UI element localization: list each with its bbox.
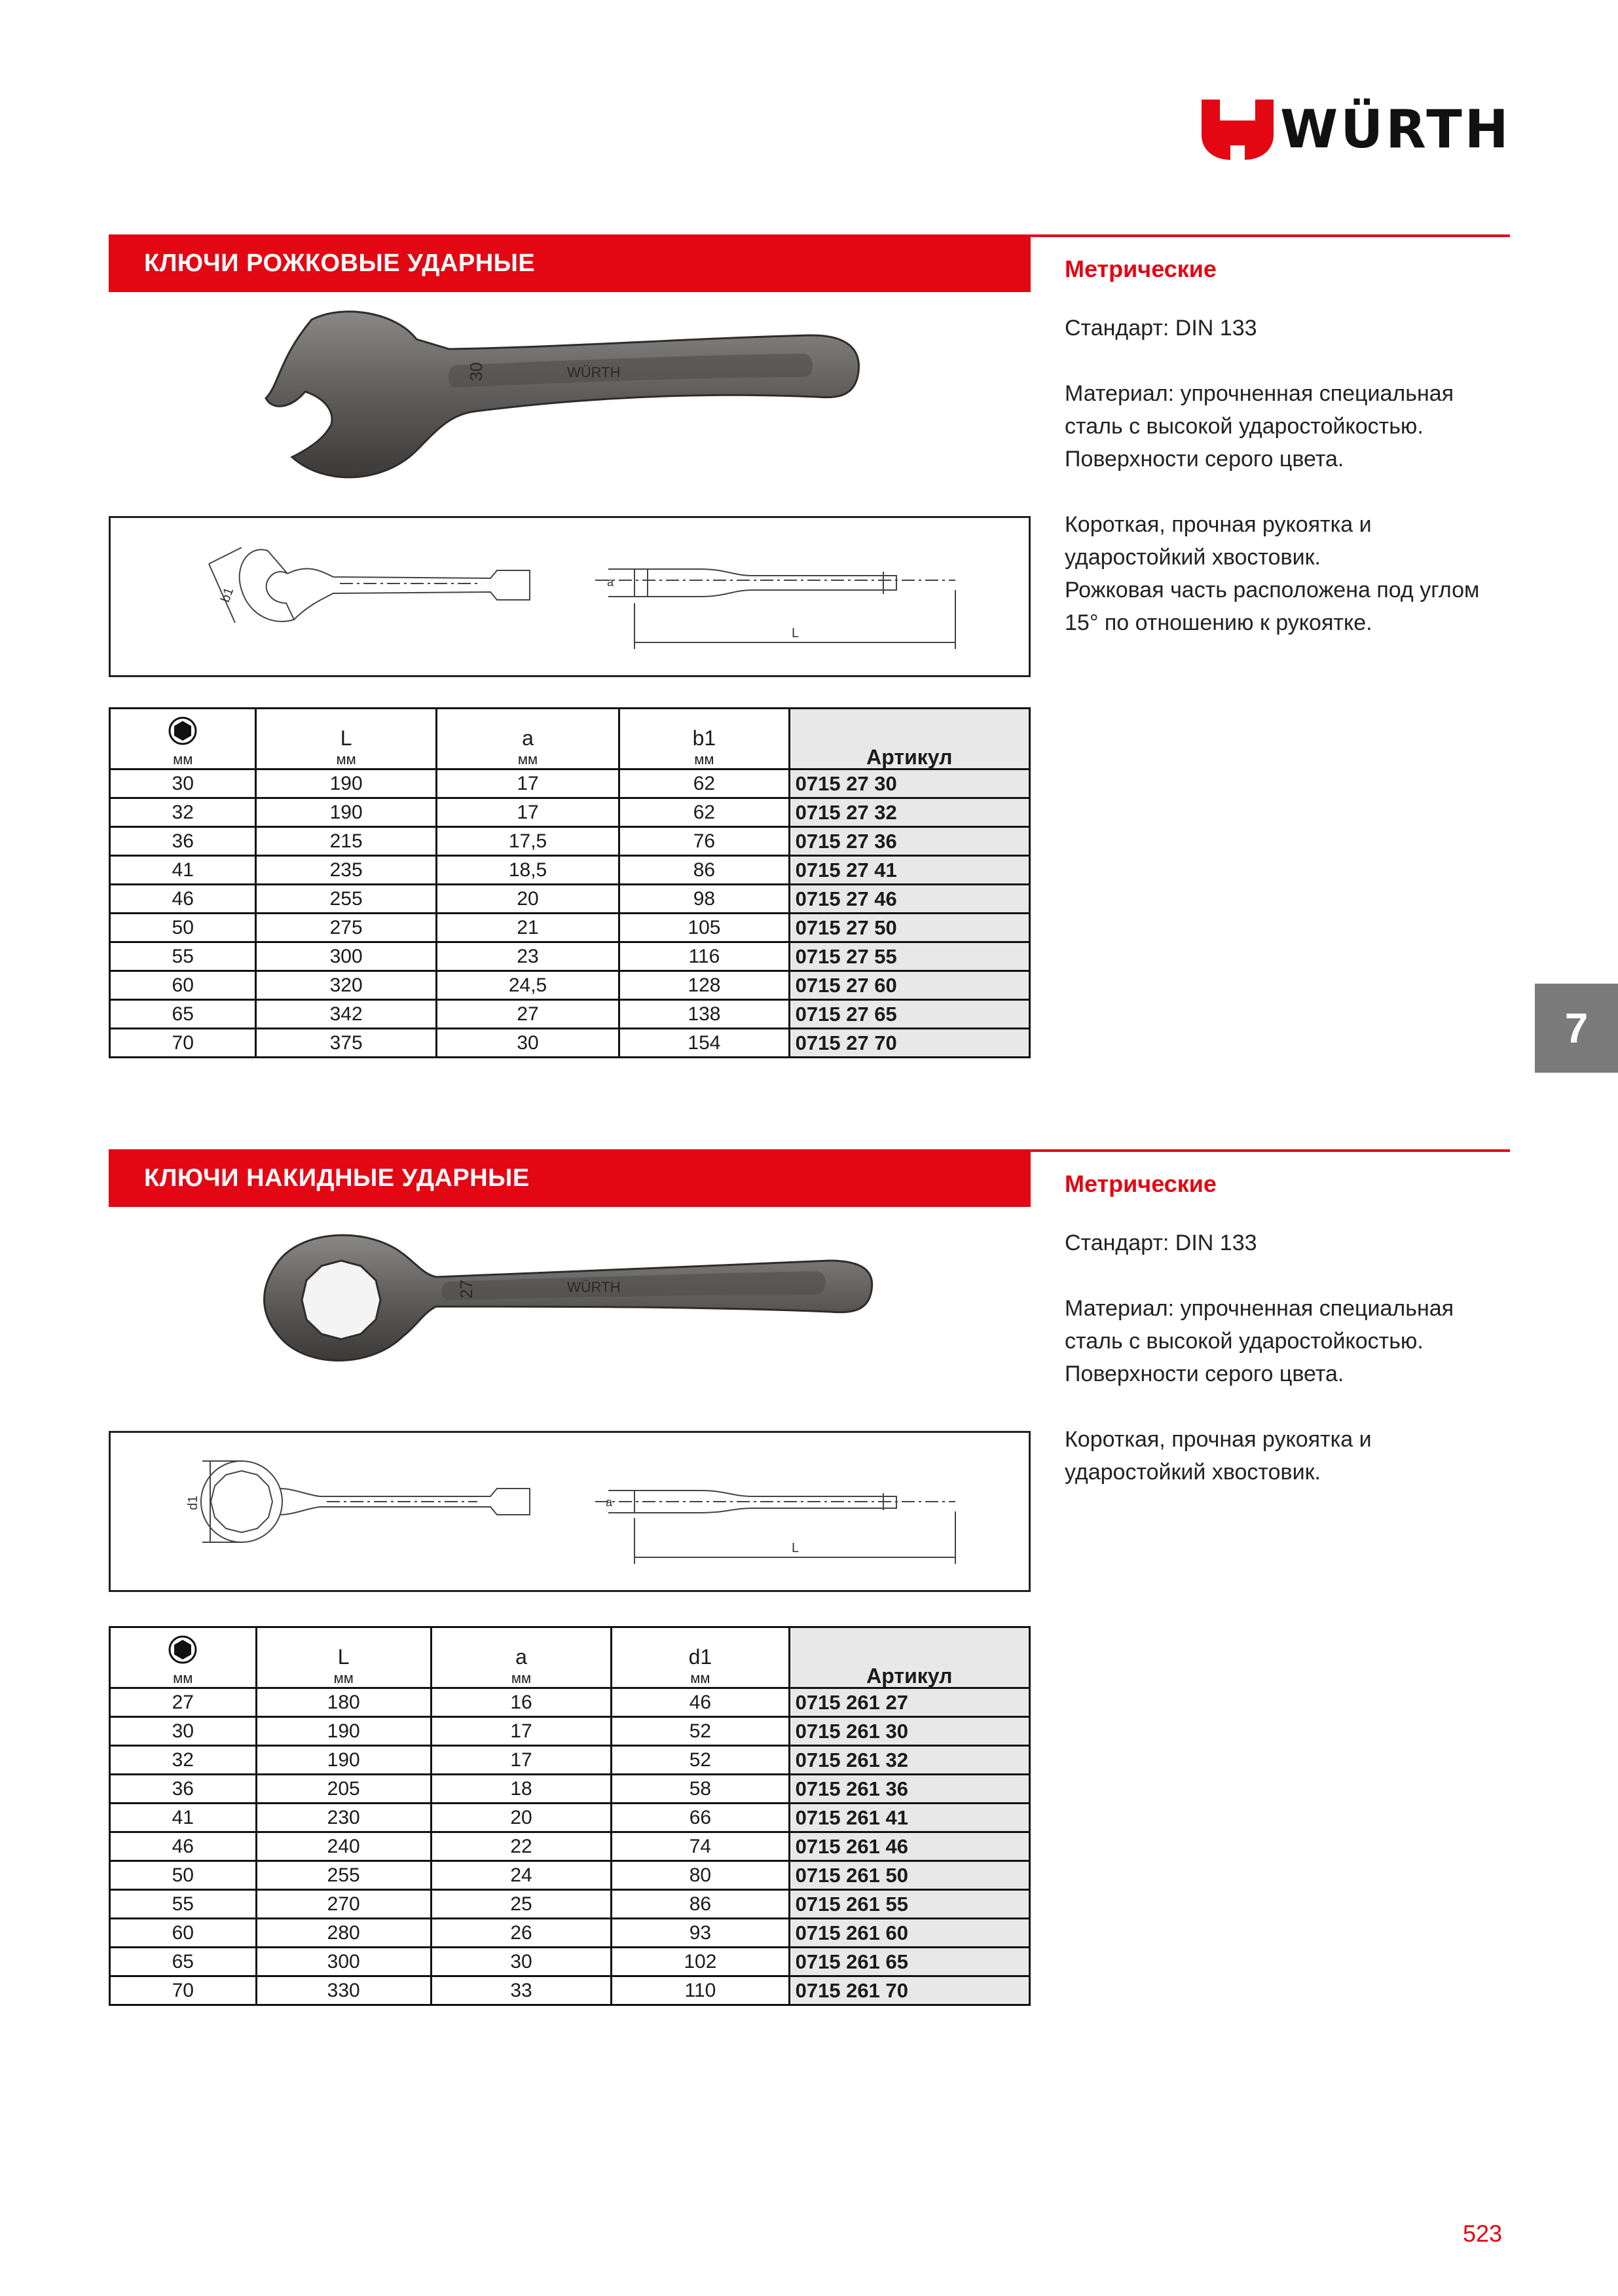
table-cell: 20 <box>436 885 619 914</box>
table-cell: 52 <box>612 1746 789 1775</box>
table-cell: 30 <box>436 1029 619 1058</box>
table-cell: 32 <box>110 798 256 827</box>
article-number-cell: 0715 261 65 <box>789 1948 1029 1976</box>
table-cell: 235 <box>256 856 436 885</box>
article-number-cell: 0715 261 55 <box>789 1890 1029 1919</box>
hexagon-icon <box>168 716 197 745</box>
header-d1: d1 мм <box>612 1627 789 1688</box>
section-rule <box>1031 1149 1510 1152</box>
table-cell: 110 <box>612 1976 789 2005</box>
table-cell: 41 <box>110 1804 257 1832</box>
table-cell: 18,5 <box>436 856 619 885</box>
table-row <box>110 1804 1030 1832</box>
table-row <box>110 769 1030 798</box>
section-subtitle: Метрические <box>1065 1170 1217 1197</box>
table-row <box>110 1919 1030 1948</box>
features-text: Короткая, прочная рукоятка и ударостойкий хвостовик. <box>1065 1427 1372 1485</box>
table-cell: 66 <box>612 1804 789 1832</box>
table-cell: 33 <box>431 1976 611 2005</box>
article-number-cell: 0715 27 55 <box>789 942 1029 971</box>
table-cell: 21 <box>436 914 619 942</box>
article-number-cell: 0715 261 70 <box>789 1976 1029 2005</box>
table-cell: 320 <box>256 971 436 1000</box>
photo-size-marking: 27 <box>456 1280 476 1299</box>
table-cell: 215 <box>256 827 436 856</box>
brand-name: WÜRTH <box>1280 99 1511 160</box>
article-number-cell: 0715 27 32 <box>789 798 1029 827</box>
table-header-row <box>110 1627 1030 1688</box>
section-header <box>109 234 1031 292</box>
table-cell: 17,5 <box>436 827 619 856</box>
table-cell: 22 <box>431 1832 611 1861</box>
table-cell: 24 <box>431 1861 611 1890</box>
table-cell: 30 <box>110 1717 257 1746</box>
table-cell: 17 <box>431 1717 611 1746</box>
table-cell: 105 <box>619 914 789 942</box>
table-row <box>110 1688 1030 1717</box>
article-number-cell: 0715 27 70 <box>789 1029 1029 1058</box>
table-cell: 36 <box>110 1775 257 1804</box>
ring-wrench-photo <box>109 1215 1031 1405</box>
table-row <box>110 1029 1030 1058</box>
table-cell: 70 <box>110 1029 256 1058</box>
table-cell: 55 <box>110 942 256 971</box>
diagram-label-b: b1 <box>218 585 237 604</box>
table-cell: 65 <box>110 1000 256 1029</box>
table-cell: 50 <box>110 1861 257 1890</box>
table-row <box>110 1890 1030 1919</box>
table-cell: 20 <box>431 1804 611 1832</box>
photo-size-marking: 30 <box>466 362 486 381</box>
table-cell: 280 <box>256 1919 431 1948</box>
table-cell: 180 <box>256 1688 431 1717</box>
table-cell: 275 <box>256 914 436 942</box>
diagram-label-L: L <box>792 1541 800 1555</box>
table-cell: 300 <box>256 1948 431 1976</box>
header-b1: b1 мм <box>619 709 789 769</box>
table-cell: 93 <box>612 1919 789 1948</box>
table-cell: 98 <box>619 885 789 914</box>
open-end-wrench-photo <box>109 300 1031 490</box>
table-cell: 60 <box>110 971 256 1000</box>
table-cell: 128 <box>619 971 789 1000</box>
article-number-cell: 0715 261 41 <box>789 1804 1029 1832</box>
table-row <box>110 971 1030 1000</box>
section-description <box>1065 253 1510 672</box>
section-header <box>109 1149 1031 1207</box>
section-title: КЛЮЧИ РОЖКОВЫЕ УДАРНЫЕ <box>144 250 536 277</box>
table-cell: 138 <box>619 1000 789 1029</box>
section-open-end-wrenches <box>109 234 1510 1060</box>
table-cell: 27 <box>436 1000 619 1029</box>
standard-text: Стандарт: DIN 133 <box>1065 316 1257 341</box>
table-cell: 255 <box>256 1861 431 1890</box>
table-cell: 270 <box>256 1890 431 1919</box>
section-ring-wrenches <box>109 1149 1510 2014</box>
header-size: мм <box>110 1627 257 1688</box>
table-row <box>110 1861 1030 1890</box>
table-cell: 70 <box>110 1976 257 2005</box>
table-cell: 102 <box>612 1948 789 1976</box>
table-cell: 255 <box>256 885 436 914</box>
table-cell: 240 <box>256 1832 431 1861</box>
table-cell: 46 <box>612 1688 789 1717</box>
table-cell: 50 <box>110 914 256 942</box>
article-number-cell: 0715 261 27 <box>789 1688 1029 1717</box>
material-text: Материал: упрочненная специальная сталь с высокой ударостойкостью. Поверхности серого цвета. <box>1065 1296 1454 1386</box>
header-length: L мм <box>256 1627 431 1688</box>
section-description <box>1065 1168 1510 1521</box>
article-number-cell: 0715 27 60 <box>789 971 1029 1000</box>
table-cell: 41 <box>110 856 256 885</box>
spec-table <box>109 1626 1031 2006</box>
diagram-label-a: a <box>607 576 614 589</box>
article-number-cell: 0715 27 36 <box>789 827 1029 856</box>
features-text: Короткая, прочная рукоятка и ударостойкий хвостовик. Рожковая часть расположена под углом 15° по отношению к рукоятке. <box>1065 512 1480 635</box>
table-cell: 230 <box>256 1804 431 1832</box>
table-cell: 80 <box>612 1861 789 1890</box>
table-cell: 17 <box>436 769 619 798</box>
table-cell: 58 <box>612 1775 789 1804</box>
table-cell: 116 <box>619 942 789 971</box>
table-cell: 17 <box>436 798 619 827</box>
table-row <box>110 942 1030 971</box>
table-cell: 32 <box>110 1746 257 1775</box>
table-row <box>110 856 1030 885</box>
header-length: L мм <box>256 709 436 769</box>
table-cell: 190 <box>256 1746 431 1775</box>
ring-wrench-diagram <box>109 1431 1031 1592</box>
table-cell: 190 <box>256 1717 431 1746</box>
table-cell: 65 <box>110 1948 257 1976</box>
open-end-wrench-diagram <box>109 516 1031 677</box>
standard-text: Стандарт: DIN 133 <box>1065 1231 1257 1255</box>
table-row <box>110 1832 1030 1861</box>
table-cell: 46 <box>110 1832 257 1861</box>
diagram-label-a: a <box>606 1496 613 1509</box>
table-cell: 27 <box>110 1688 257 1717</box>
table-cell: 24,5 <box>436 971 619 1000</box>
table-cell: 375 <box>256 1029 436 1058</box>
article-number-cell: 0715 27 65 <box>789 1000 1029 1029</box>
section-rule <box>1031 234 1510 237</box>
article-number-cell: 0715 27 41 <box>789 856 1029 885</box>
article-number-cell: 0715 27 46 <box>789 885 1029 914</box>
spec-table <box>109 707 1031 1058</box>
wurth-logo-mark-icon <box>1202 97 1274 162</box>
header-article: Артикул <box>789 1627 1029 1688</box>
table-cell: 60 <box>110 1919 257 1948</box>
header-a: a мм <box>431 1627 611 1688</box>
article-number-cell: 0715 261 36 <box>789 1775 1029 1804</box>
table-cell: 300 <box>256 942 436 971</box>
section-title: КЛЮЧИ НАКИДНЫЕ УДАРНЫЕ <box>144 1164 530 1192</box>
material-text: Материал: упрочненная специальная сталь с высокой ударостойкостью. Поверхности серого цвета. <box>1065 381 1454 472</box>
table-cell: 52 <box>612 1717 789 1746</box>
diagram-label-L: L <box>792 626 800 640</box>
header-a: a мм <box>436 709 619 769</box>
photo-brand-marking: WÜRTH <box>567 1279 621 1295</box>
table-cell: 62 <box>619 769 789 798</box>
table-cell: 55 <box>110 1890 257 1919</box>
table-cell: 62 <box>619 798 789 827</box>
table-cell: 330 <box>256 1976 431 2005</box>
table-row <box>110 1775 1030 1804</box>
table-header-row <box>110 709 1030 769</box>
wurth-logo <box>1202 97 1509 162</box>
table-cell: 74 <box>612 1832 789 1861</box>
article-number-cell: 0715 27 30 <box>789 769 1029 798</box>
table-row <box>110 1717 1030 1746</box>
table-cell: 17 <box>431 1746 611 1775</box>
table-row <box>110 914 1030 942</box>
article-number-cell: 0715 261 60 <box>789 1919 1029 1948</box>
table-cell: 25 <box>431 1890 611 1919</box>
table-row <box>110 885 1030 914</box>
table-row <box>110 1976 1030 2005</box>
table-cell: 205 <box>256 1775 431 1804</box>
table-row <box>110 1000 1030 1029</box>
section-subtitle: Метрические <box>1065 255 1217 282</box>
table-cell: 86 <box>612 1890 789 1919</box>
table-cell: 36 <box>110 827 256 856</box>
table-cell: 16 <box>431 1688 611 1717</box>
table-row <box>110 827 1030 856</box>
table-cell: 23 <box>436 942 619 971</box>
photo-brand-marking: WÜRTH <box>567 364 621 380</box>
table-cell: 190 <box>256 798 436 827</box>
table-cell: 342 <box>256 1000 436 1029</box>
article-number-cell: 0715 261 46 <box>789 1832 1029 1861</box>
table-cell: 190 <box>256 769 436 798</box>
page-number: 523 <box>1463 2220 1503 2247</box>
hexagon-icon <box>168 1635 197 1664</box>
table-row <box>110 1746 1030 1775</box>
table-cell: 30 <box>110 769 256 798</box>
chapter-tab[interactable]: 7 <box>1535 984 1618 1073</box>
table-cell: 26 <box>431 1919 611 1948</box>
diagram-label-d1: d1 <box>186 1495 200 1510</box>
header-article: Артикул <box>789 709 1029 769</box>
table-cell: 18 <box>431 1775 611 1804</box>
table-cell: 46 <box>110 885 256 914</box>
article-number-cell: 0715 261 30 <box>789 1717 1029 1746</box>
table-cell: 76 <box>619 827 789 856</box>
article-number-cell: 0715 27 50 <box>789 914 1029 942</box>
table-cell: 86 <box>619 856 789 885</box>
article-number-cell: 0715 261 50 <box>789 1861 1029 1890</box>
table-row <box>110 1948 1030 1976</box>
table-cell: 154 <box>619 1029 789 1058</box>
table-cell: 30 <box>431 1948 611 1976</box>
header-size: мм <box>110 709 256 769</box>
article-number-cell: 0715 261 32 <box>789 1746 1029 1775</box>
table-row <box>110 798 1030 827</box>
